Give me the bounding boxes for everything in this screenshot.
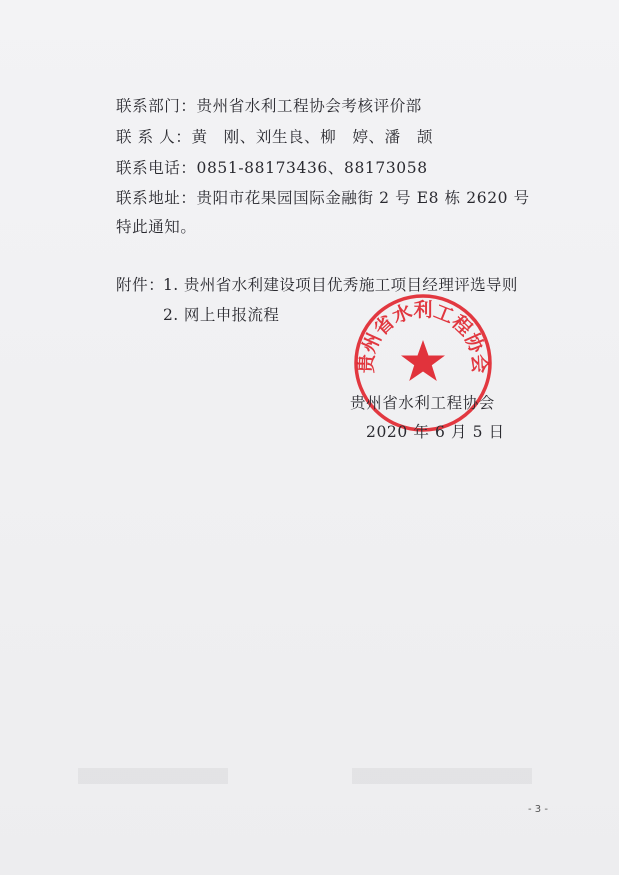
contact-department: 联系部门：贵州省水利工程协会考核评价部	[116, 97, 422, 115]
contact-address: 联系地址：贵阳市花果园国际金融街 2 号 E8 栋 2620 号	[116, 189, 530, 207]
signature-date: 2020 年 6 月 5 日	[366, 423, 505, 441]
seal-text: 贵州省水利工程协会	[355, 299, 491, 374]
attachment-item-2: 2. 网上申报流程	[163, 306, 280, 324]
seal-star-icon	[401, 340, 445, 381]
show-through-left	[78, 768, 228, 784]
show-through-right	[352, 768, 532, 784]
signature-org: 贵州省水利工程协会	[350, 394, 495, 412]
attachment-item-1: 1. 贵州省水利建设项目优秀施工项目经理评选导则	[163, 276, 518, 294]
contact-phone: 联系电话：0851-88173436、88173058	[116, 159, 428, 177]
notice-text: 特此通知。	[116, 218, 197, 236]
attachments-label: 附件：	[116, 276, 165, 294]
contact-people: 联 系 人：黄 刚、刘生良、柳 婷、潘 颉	[116, 128, 433, 146]
page-number: - 3 -	[528, 804, 548, 815]
